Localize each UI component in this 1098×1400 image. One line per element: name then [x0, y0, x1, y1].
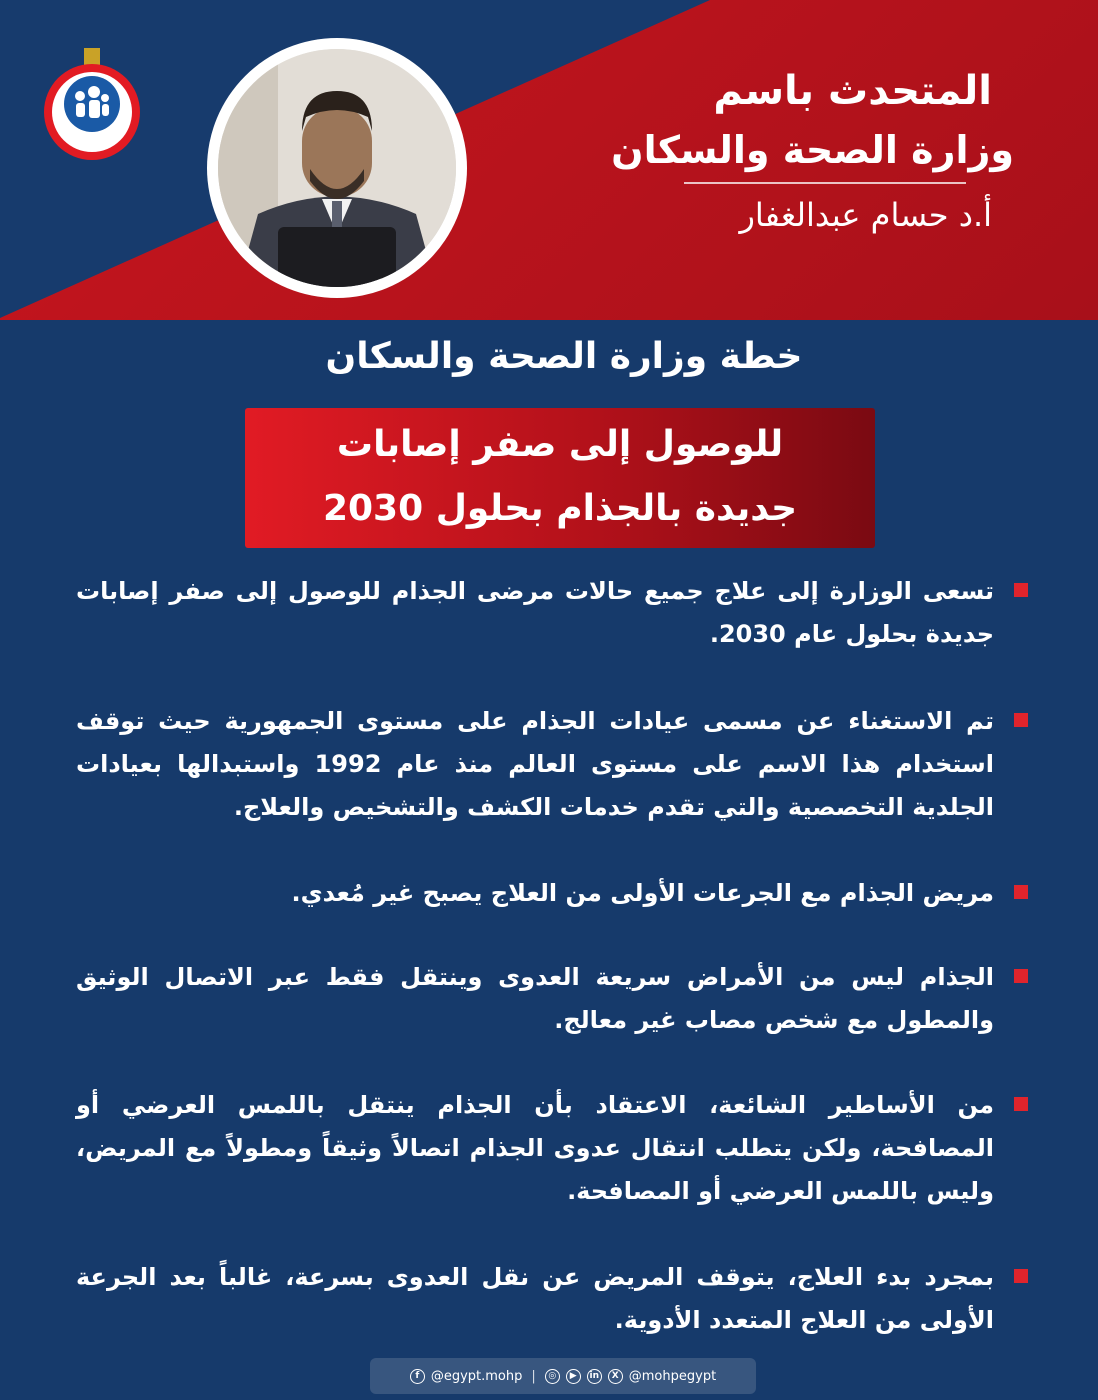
- bullet-text: تسعى الوزارة إلى علاج جميع حالات مرضى الجذام للوصول إلى صفر إصابات جديدة بحلول عام 2030.: [76, 577, 994, 648]
- bullet-square-icon: [1014, 1269, 1028, 1283]
- bullet-text: بمجرد بدء العلاج، يتوقف المريض عن نقل العدوى بسرعة، غالباً بعد الجرعة الأولى من العلاج المتعدد الأدوية.: [76, 1263, 994, 1334]
- bullet-text: من الأساطير الشائعة، الاعتقاد بأن الجذام ينتقل باللمس العرضي أو المصافحة، ولكن يتطلب انتقال عدوى الجذام اتصالاً وثيقاً ومطولاً مع المريض، وليس باللمس العرضي أو المصافحة.: [76, 1091, 994, 1205]
- facebook-icon[interactable]: f: [410, 1369, 425, 1384]
- header-divider: [684, 182, 966, 184]
- bullet-text: تم الاستغناء عن مسمى عيادات الجذام على مستوى الجمهورية حيث توقف استخدام هذا الاسم على مستوى العالم منذ عام 1992 واستبدالها بعيادات الجلدية التخصصية والتي تقدم خدمات الكشف والتشخيص والعلاج.: [76, 707, 994, 821]
- instagram-icon[interactable]: ◎: [545, 1369, 560, 1384]
- goal-line-1: للوصول إلى صفر إصابات: [336, 424, 784, 465]
- facebook-handle[interactable]: @egypt.mohp: [430, 1368, 523, 1384]
- header-title: المتحدث باسم: [713, 68, 992, 114]
- bullet-square-icon: [1014, 1097, 1028, 1111]
- footer-separator: |: [531, 1368, 536, 1384]
- list-item: [76, 956, 1028, 1042]
- bullet-square-icon: [1014, 713, 1028, 727]
- header-ministry: وزارة الصحة والسكان: [611, 128, 1014, 172]
- list-item: [76, 1256, 1028, 1342]
- list-item: [76, 570, 1028, 656]
- youtube-icon[interactable]: ▶: [566, 1369, 581, 1384]
- bullet-square-icon: [1014, 583, 1028, 597]
- goal-box: [245, 408, 875, 548]
- list-item: [76, 700, 1028, 829]
- bullet-square-icon: [1014, 969, 1028, 983]
- list-item: [76, 872, 1028, 915]
- ministry-logo-icon: [42, 48, 142, 160]
- list-item: [76, 1084, 1028, 1213]
- linkedin-icon[interactable]: in: [587, 1369, 602, 1384]
- goal-line-2: جديدة بالجذام بحلول 2030: [322, 488, 798, 529]
- plan-title: خطة وزارة الصحة والسكان: [325, 336, 803, 377]
- social-footer: [370, 1358, 756, 1394]
- spokesperson-portrait-icon: [218, 49, 456, 287]
- bullet-text: الجذام ليس من الأمراض سريعة العدوى وينتقل فقط عبر الاتصال الوثيق والمطول مع شخص مصاب غير معالج.: [76, 963, 994, 1034]
- bullet-text: مريض الجذام مع الجرعات الأولى من العلاج يصبح غير مُعدي.: [291, 879, 994, 907]
- bullet-square-icon: [1014, 885, 1028, 899]
- spokesperson-name: أ.د حسام عبدالغفار: [739, 196, 992, 234]
- x-icon[interactable]: X: [608, 1369, 623, 1384]
- social-handle[interactable]: @mohpegypt: [628, 1368, 717, 1384]
